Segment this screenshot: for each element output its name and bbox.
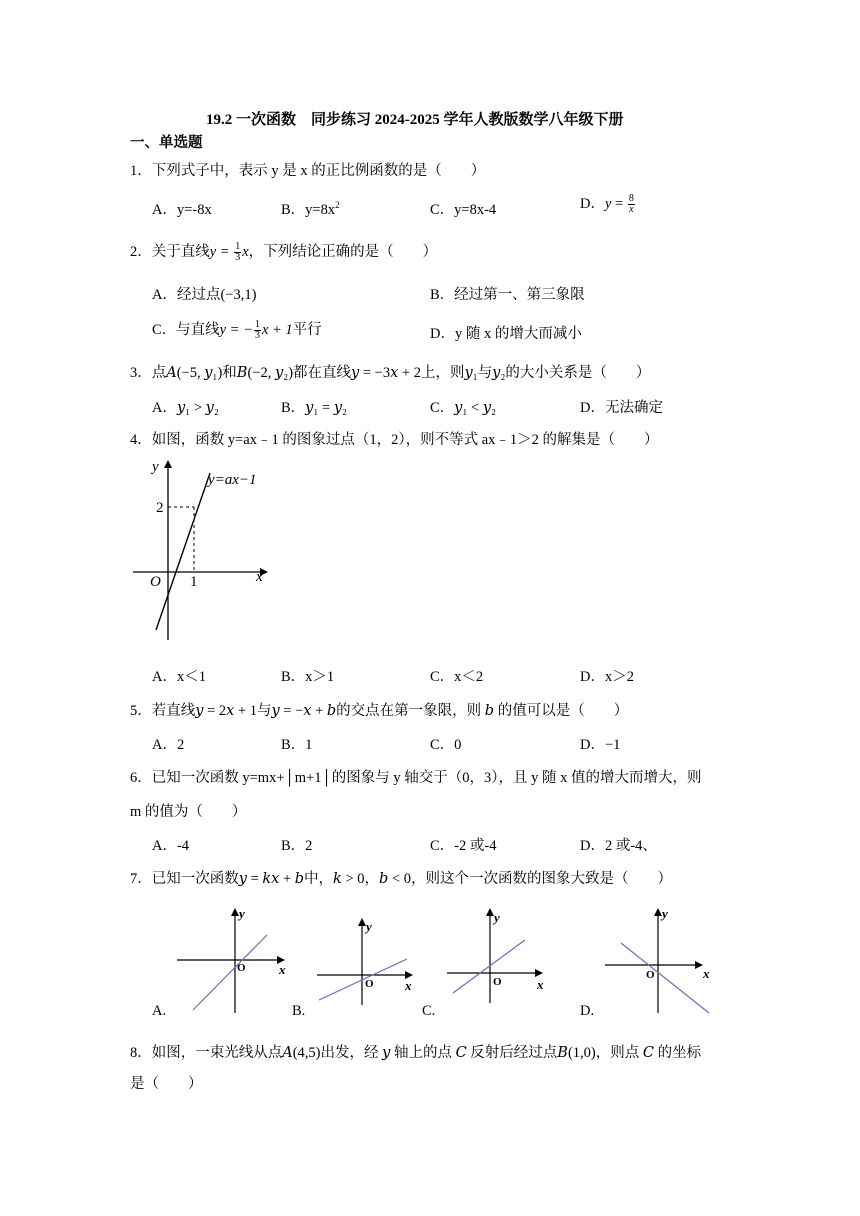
q4-option-a: A．x＜1: [152, 669, 206, 685]
q7-graph-c: [445, 905, 555, 1005]
q1-option-a: A．y=-8x: [152, 202, 212, 218]
svg-text:y: y: [662, 906, 668, 921]
svg-text:O: O: [365, 978, 374, 990]
question-4-stem: 4．如图，函数 y=ax﹣1 的图象过点（1，2），则不等式 ax﹣1＞2 的解集是（ ）: [130, 432, 659, 448]
question-8-stem-line-1: 8．如图，一束光线从点𝐴(4,5)出发，经 𝑦 轴上的点 𝐶 反射后经过点𝐵(1,0)，则点 𝐶 的坐标: [130, 1045, 702, 1061]
q5-option-b: B．1: [281, 737, 313, 753]
q3-option-a: A．𝑦₁ > 𝑦₂: [152, 400, 219, 416]
q4-graph: [128, 455, 278, 645]
q7-option-d: D.: [580, 1003, 595, 1019]
q1-option-c: C．y=8x-4: [430, 202, 497, 218]
q2-option-c: C．与直线y = − $\frac{1}{3}$ x + 1平行: [152, 319, 322, 342]
q7-option-b: B.: [292, 1003, 306, 1019]
question-2-stem: 2．关于直线y = $\frac{1}{3}$ x，下列结论正确的是（ ）: [130, 241, 438, 264]
svg-text:y: y: [494, 910, 500, 925]
svg-text:x: x: [405, 978, 412, 993]
question-6-stem-line-1: 6．已知一次函数 y=mx+│m+1│的图象与 y 轴交于（0，3），且 y 随 x 值的增大而增大，则: [130, 770, 702, 786]
q4-option-b: B．x＞1: [281, 669, 335, 685]
svg-text:O: O: [150, 574, 161, 590]
page-title: 19.2 一次函数 同步练习 2024-2025 学年人教版数学八年级下册: [206, 112, 624, 128]
question-1-stem: 1．下列式子中，表示 y 是 x 的正比例函数的是（ ）: [130, 163, 486, 179]
svg-text:O: O: [493, 976, 502, 988]
q7-graph-b: [315, 915, 425, 1007]
svg-text:y: y: [239, 906, 245, 921]
q7-graph-d: [603, 905, 718, 1017]
q7-graph-a: [175, 905, 295, 1017]
q3-option-b: B．𝑦₁ = 𝑦₂: [281, 400, 348, 416]
svg-text:O: O: [646, 969, 655, 981]
question-8-stem-line-2: 是（ ）: [130, 1076, 203, 1092]
svg-text:y=ax−1: y=ax−1: [208, 472, 257, 488]
question-3-stem: 3．点𝐴(−5, 𝑦₁)和𝐵(−2, 𝑦₂)都在直线𝑦 = −3𝑥 + 2上，则𝑦₁与𝑦₂的大小关系是（ ）: [130, 365, 651, 381]
svg-text:y: y: [366, 919, 372, 934]
question-7-stem: 7．已知一次函数𝑦 = 𝑘𝑥 + 𝑏中，𝑘 > 0，𝑏 < 0，则这个一次函数的图象大致是（ ）: [130, 871, 672, 887]
question-6-stem-line-2: m 的值为（ ）: [130, 804, 247, 820]
q7-option-a: A.: [152, 1003, 167, 1019]
question-5-stem: 5．若直线𝑦 = 2𝑥 + 1与𝑦 = −𝑥 + 𝑏的交点在第一象限，则 𝑏 的值可以是（ ）: [130, 703, 629, 719]
q6-option-d: D．2 或-4、: [580, 838, 657, 854]
svg-text:O: O: [237, 962, 246, 974]
q2-option-a: A．经过点(−3,1): [152, 287, 257, 303]
svg-text:x: x: [703, 966, 710, 981]
svg-text:y: y: [152, 459, 159, 475]
svg-text:2: 2: [156, 500, 164, 516]
q4-option-c: C．x＜2: [430, 669, 484, 685]
q1-option-b: B．$y=8x^2$: [281, 200, 340, 218]
q2-option-d: D．y 随 x 的增大而减小: [430, 326, 582, 342]
q6-option-b: B．2: [281, 838, 313, 854]
section-heading: 一、单选题: [130, 135, 203, 151]
q6-option-a: A．-4: [152, 838, 190, 854]
q7-option-c: C.: [422, 1003, 436, 1019]
q5-option-c: C．0: [430, 737, 462, 753]
svg-text:x: x: [279, 962, 286, 977]
q3-option-d: D．无法确定: [580, 400, 663, 416]
q2-option-b: B．经过第一、第三象限: [430, 287, 585, 303]
q4-option-d: D．x＞2: [580, 669, 634, 685]
q1-option-d: D．y = $\frac{8}{x}$: [580, 193, 634, 216]
q5-option-a: A．2: [152, 737, 185, 753]
svg-text:x: x: [537, 977, 544, 992]
q6-option-c: C．-2 或-4: [430, 838, 497, 854]
q3-option-c: C．𝑦₁ < 𝑦₂: [430, 400, 497, 416]
svg-text:1: 1: [190, 574, 198, 590]
svg-text:x: x: [256, 569, 263, 585]
q5-option-d: D．−1: [580, 737, 621, 753]
